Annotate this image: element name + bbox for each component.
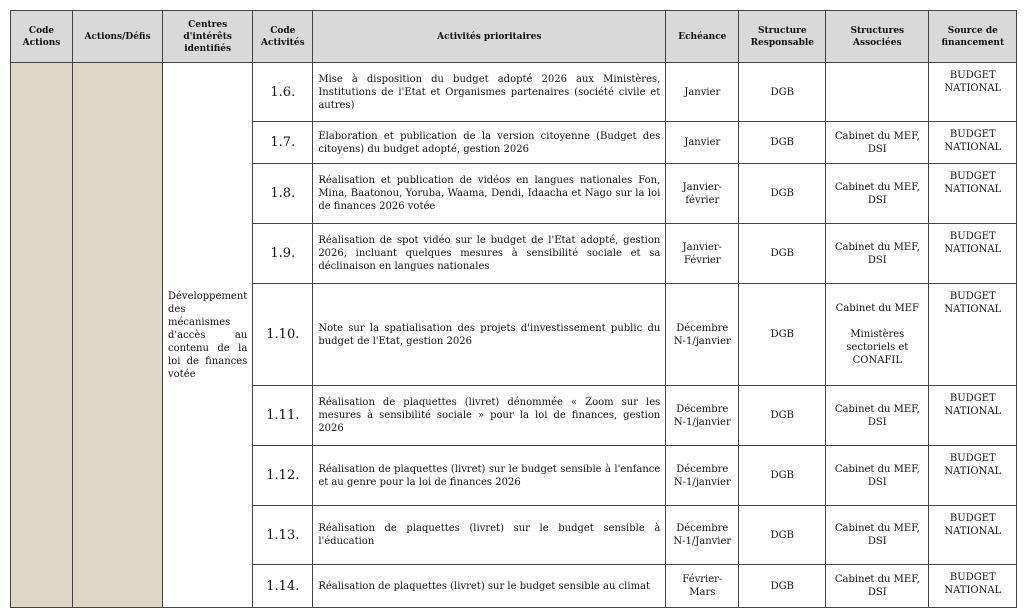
code-activite: 1.9.	[253, 224, 313, 284]
header-centres-interets: Centres d'intérêts identifiés	[163, 11, 253, 63]
structures-associees	[826, 63, 929, 122]
header-activites-prioritaires: Activités prioritaires	[313, 11, 666, 63]
source-financement: BUDGET NATIONAL	[929, 224, 1017, 284]
source-financement: BUDGET NATIONAL	[929, 122, 1017, 164]
source-financement: BUDGET NATIONAL	[929, 164, 1017, 224]
structure-responsable: DGB	[739, 565, 826, 608]
activite-prioritaire: Réalisation et publication de vidéos en langues nationales Fon, Mina, Baatonou, Yoruba, Waama, Dendi, Idaacha et Nago sur la loi de finances 2026 votée	[313, 164, 666, 224]
centre-interet-cell: Développement des mécanismes d'accès au contenu de la loi de finances votée	[163, 63, 253, 608]
echeance: Janvier	[666, 63, 739, 122]
header-structure-responsable: Structure Responsable	[739, 11, 826, 63]
source-financement: BUDGET NATIONAL	[929, 446, 1017, 506]
activite-prioritaire: Réalisation de plaquettes (livret) sur le budget sensible au climat	[313, 565, 666, 608]
code-activite: 1.13.	[253, 506, 313, 565]
header-actions-defis: Actions/Défis	[73, 11, 163, 63]
source-financement: BUDGET NATIONAL	[929, 506, 1017, 565]
echeance: Janvier-février	[666, 164, 739, 224]
activite-prioritaire: Réalisation de spot vidéo sur le budget de l'Etat adopté, gestion 2026, incluant quelques mesures à sensibilité sociale et sa déclinaison en langues nationales	[313, 224, 666, 284]
structure-responsable: DGB	[739, 224, 826, 284]
echeance: Janvier-Février	[666, 224, 739, 284]
structures-associees: Cabinet du MEF, DSI	[826, 565, 929, 608]
echeance: Décembre N-1/janvier	[666, 386, 739, 446]
structure-responsable: DGB	[739, 446, 826, 506]
activite-prioritaire: Réalisation de plaquettes (livret) sur le budget sensible à l'éducation	[313, 506, 666, 565]
echeance: Février-Mars	[666, 565, 739, 608]
structure-responsable: DGB	[739, 164, 826, 224]
echeance: Décembre N-1/janvier	[666, 284, 739, 386]
header-code-activites: Code Activités	[253, 11, 313, 63]
code-activite: 1.6.	[253, 63, 313, 122]
structure-responsable: DGB	[739, 122, 826, 164]
code-activite: 1.8.	[253, 164, 313, 224]
actions-defis-cell	[73, 63, 163, 608]
structures-associees: Cabinet du MEF, DSI	[826, 386, 929, 446]
code-activite: 1.14.	[253, 565, 313, 608]
structures-associees: Cabinet du MEF, DSI	[826, 446, 929, 506]
structures-associees: Cabinet du MEF Ministères sectoriels et CONAFIL	[826, 284, 929, 386]
source-financement: BUDGET NATIONAL	[929, 284, 1017, 386]
code-activite: 1.10.	[253, 284, 313, 386]
structures-associees: Cabinet du MEF, DSI	[826, 506, 929, 565]
structure-responsable: DGB	[739, 284, 826, 386]
code-activite: 1.11.	[253, 386, 313, 446]
activite-prioritaire: Réalisation de plaquettes (livret) dénommée « Zoom sur les mesures à sensibilité sociale » pour la loi de finances, gestion 2026	[313, 386, 666, 446]
code-activite: 1.7.	[253, 122, 313, 164]
echeance: Décembre N-1/janvier	[666, 446, 739, 506]
activite-prioritaire: Mise à disposition du budget adopté 2026 aux Ministères, Institutions de l'Etat et Organismes partenaires (société civile et autres)	[313, 63, 666, 122]
code-activite: 1.12.	[253, 446, 313, 506]
header-echeance: Echéance	[666, 11, 739, 63]
structures-associees: Cabinet du MEF, DSI	[826, 164, 929, 224]
activite-prioritaire: Elaboration et publication de la version citoyenne (Budget des citoyens) du budget adopté, gestion 2026	[313, 122, 666, 164]
source-financement: BUDGET NATIONAL	[929, 386, 1017, 446]
structure-responsable: DGB	[739, 63, 826, 122]
activite-prioritaire: Note sur la spatialisation des projets d'investissement public du budget de l'Etat, gestion 2026	[313, 284, 666, 386]
structure-responsable: DGB	[739, 506, 826, 565]
header-code-actions: Code Actions	[11, 11, 73, 63]
table-row	[11, 63, 1017, 122]
header-structures-associees: Structures Associées	[826, 11, 929, 63]
echeance: Janvier	[666, 122, 739, 164]
structures-associees: Cabinet du MEF, DSI	[826, 224, 929, 284]
echeance: Décembre N-1/Janvier	[666, 506, 739, 565]
code-actions-cell	[11, 63, 73, 608]
activite-prioritaire: Réalisation de plaquettes (livret) sur le budget sensible à l'enfance et au genre pour la loi de finances 2026	[313, 446, 666, 506]
activities-table	[10, 10, 1017, 608]
source-financement: BUDGET NATIONAL	[929, 565, 1017, 608]
structures-associees: Cabinet du MEF, DSI	[826, 122, 929, 164]
source-financement: BUDGET NATIONAL	[929, 63, 1017, 122]
structure-responsable: DGB	[739, 386, 826, 446]
header-row	[11, 11, 1017, 63]
header-source-financement: Source de financement	[929, 11, 1017, 63]
